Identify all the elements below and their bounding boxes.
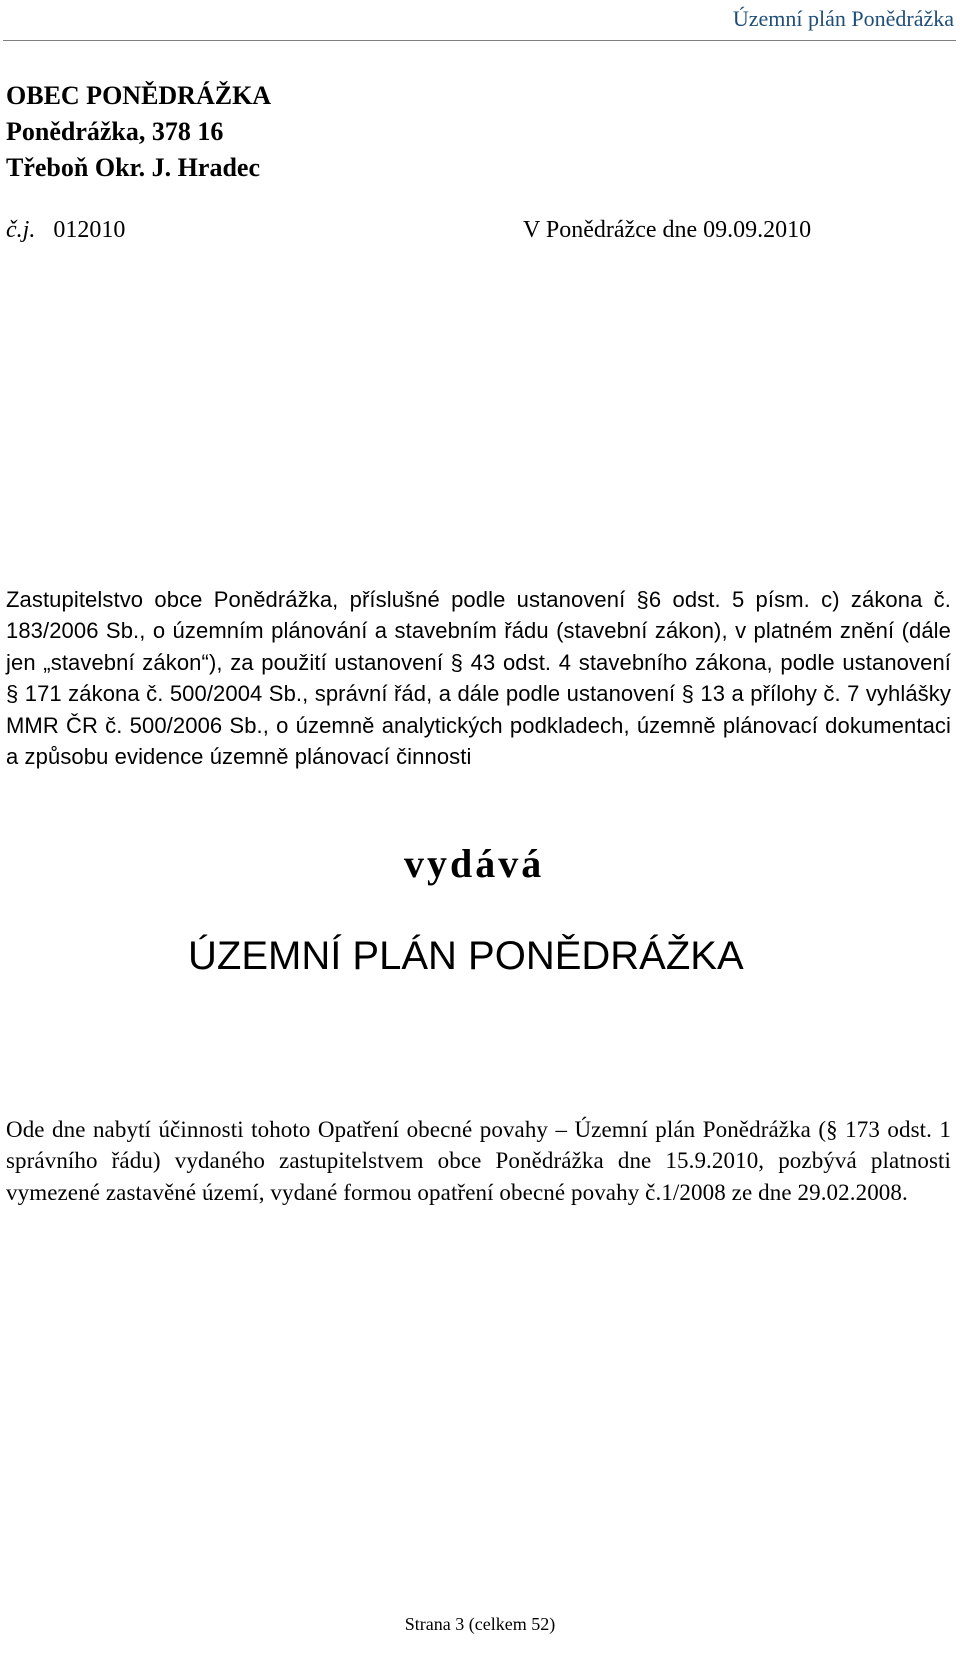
authority-name: OBEC PONĚDRÁŽKA: [6, 81, 272, 110]
authority-district: Třeboň Okr. J. Hradec: [6, 153, 260, 182]
header-rule: [3, 40, 956, 41]
issues-heading: vydává: [404, 841, 545, 886]
page-number: Strana 3 (celkem 52): [404, 1614, 556, 1634]
document-title: ÚZEMNÍ PLÁN PONĚDRÁŽKA: [188, 934, 744, 978]
reference-label: č.j.: [6, 217, 36, 243]
reference-number: 012010: [53, 217, 126, 243]
running-title: Územní plán Ponědrážka: [732, 6, 954, 31]
preamble-paragraph: Zastupitelstvo obce Ponědrážka, příslušné podle ustanovení §6 odst. 5 písm. c) zákona č. 183/2006 Sb., o územním plánování a stavebním řádu (stavební zákon), v platném znění (dále jen „stavební zákon“), za použití ustanovení § 43 odst. 4 stavebního zákona, podle ustanovení § 171 zákona č. 500/2004 Sb., správní řád, a dále podle ustanovení § 13 a přílohy č. 7 vyhlášky MMR ČR č. 500/2006 Sb., o územně analytických podkladech, územně plánovací dokumentaci a způsobu evidence územně plánovací činnosti: [6, 587, 951, 770]
authority-address: Ponědrážka, 378 16: [6, 117, 224, 146]
place-and-date: V Ponědrážce dne 09.09.2010: [523, 217, 812, 243]
reference-line: [6, 212, 906, 248]
page-header: [0, 6, 956, 38]
repeal-paragraph: Ode dne nabytí účinnosti tohoto Opatření obecné povahy – Územní plán Ponědrážka (§ 173 odst. 1 správního řádu) vydaného zastupitelstvem obce Ponědrážka dne 15.9.2010, pozbývá platnosti vymezené zastavěné území, vydané formou opatření obecné povahy č.1/2008 ze dne 29.02.2008.: [6, 1117, 951, 1205]
authority-block: [6, 78, 271, 186]
